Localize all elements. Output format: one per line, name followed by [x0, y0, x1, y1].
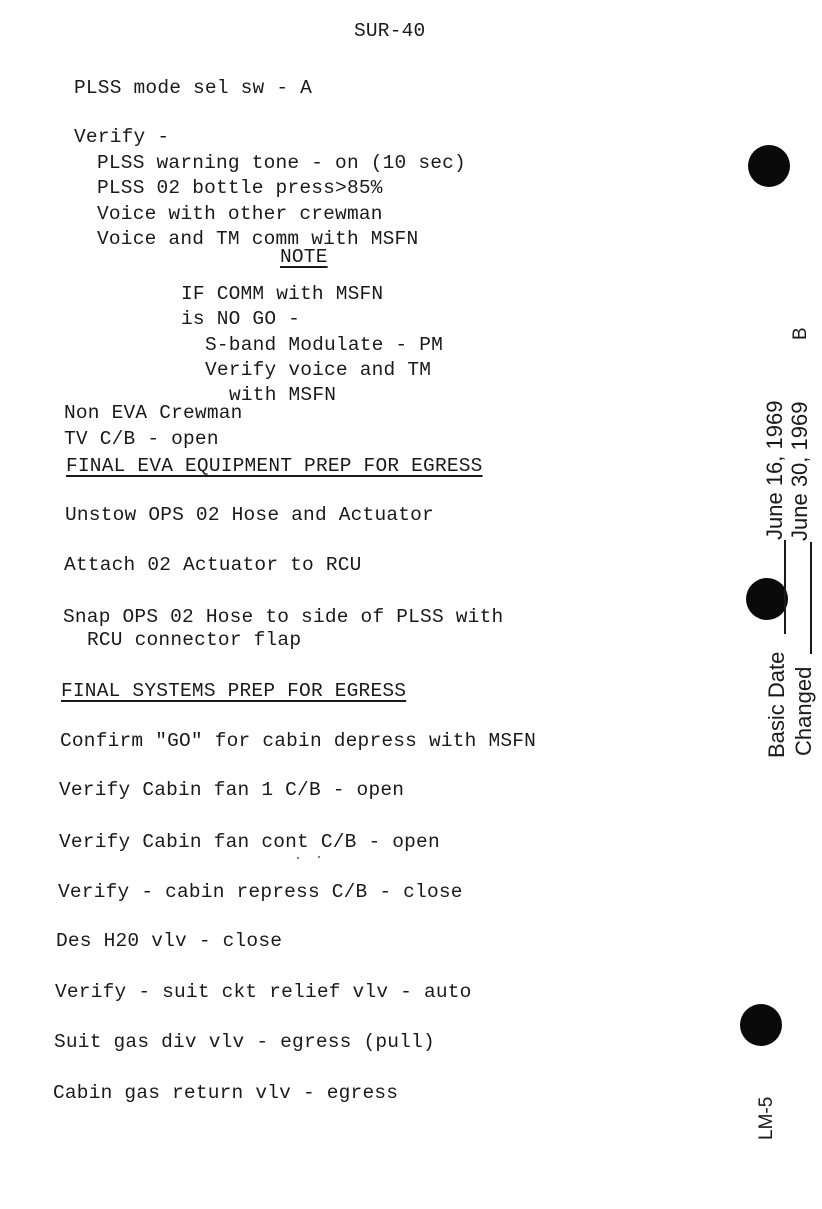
changed-date-value: June 30, 1969	[787, 401, 812, 541]
des-h2o-line: Des H20 vlv - close	[56, 930, 283, 952]
o2-bottle-line: PLSS 02 bottle press>85%	[97, 177, 383, 199]
cabin-gas-line: Cabin gas return vlv - egress	[53, 1082, 399, 1104]
snap-line-2: RCU connector flap	[87, 629, 302, 651]
if-comm-line: IF COMM with MSFN	[181, 283, 384, 305]
verify-line: Verify -	[74, 126, 170, 148]
tv-cb-line: TV C/B - open	[64, 428, 219, 450]
punch-hole-middle	[746, 578, 788, 620]
non-eva-line: Non EVA Crewman	[64, 402, 243, 424]
punch-hole-bottom	[740, 1004, 782, 1046]
voice-tm-line: Voice and TM comm with MSFN	[97, 228, 419, 250]
note-heading: NOTE	[280, 246, 328, 268]
confirm-line: Confirm "GO" for cabin depress with MSFN	[60, 730, 537, 752]
fan1-line: Verify Cabin fan 1 C/B - open	[59, 779, 405, 801]
systems-prep-heading: FINAL SYSTEMS PREP FOR EGRESS	[61, 680, 407, 702]
voice-crew-line: Voice with other crewman	[97, 203, 383, 225]
scan-speck	[318, 856, 320, 858]
fan-cont-line: Verify Cabin fan cont C/B - open	[59, 831, 440, 853]
relief-line: Verify - suit ckt relief vlv - auto	[55, 981, 472, 1003]
changed-label: Changed	[791, 666, 816, 756]
warning-tone-line: PLSS warning tone - on (10 sec)	[97, 152, 466, 174]
book-id: LM-5	[756, 1096, 777, 1140]
repress-line: Verify - cabin repress C/B - close	[58, 881, 463, 903]
scan-speck	[297, 857, 299, 859]
punch-hole-top	[748, 145, 790, 187]
basic-date-label: Basic Date	[764, 651, 789, 758]
no-go-line: is NO GO -	[181, 308, 301, 330]
basic-date-value: June 16, 1969	[762, 400, 787, 540]
plss-mode-line: PLSS mode sel sw - A	[74, 77, 313, 99]
verify-voice-line: Verify voice and TM	[205, 359, 432, 381]
page-id: SUR-40	[354, 20, 426, 42]
revision-letter: B	[790, 327, 811, 340]
snap-line-1: Snap OPS 02 Hose to side of PLSS with	[63, 606, 504, 628]
unstow-line: Unstow OPS 02 Hose and Actuator	[65, 504, 434, 526]
sband-line: S-band Modulate - PM	[205, 334, 444, 356]
suit-gas-line: Suit gas div vlv - egress (pull)	[54, 1031, 435, 1053]
changed-date-rule	[810, 542, 812, 654]
with-msfn-line: with MSFN	[229, 384, 337, 406]
basic-date-rule	[784, 540, 786, 634]
attach-line: Attach 02 Actuator to RCU	[64, 554, 362, 576]
eva-prep-heading: FINAL EVA EQUIPMENT PREP FOR EGRESS	[66, 455, 483, 477]
